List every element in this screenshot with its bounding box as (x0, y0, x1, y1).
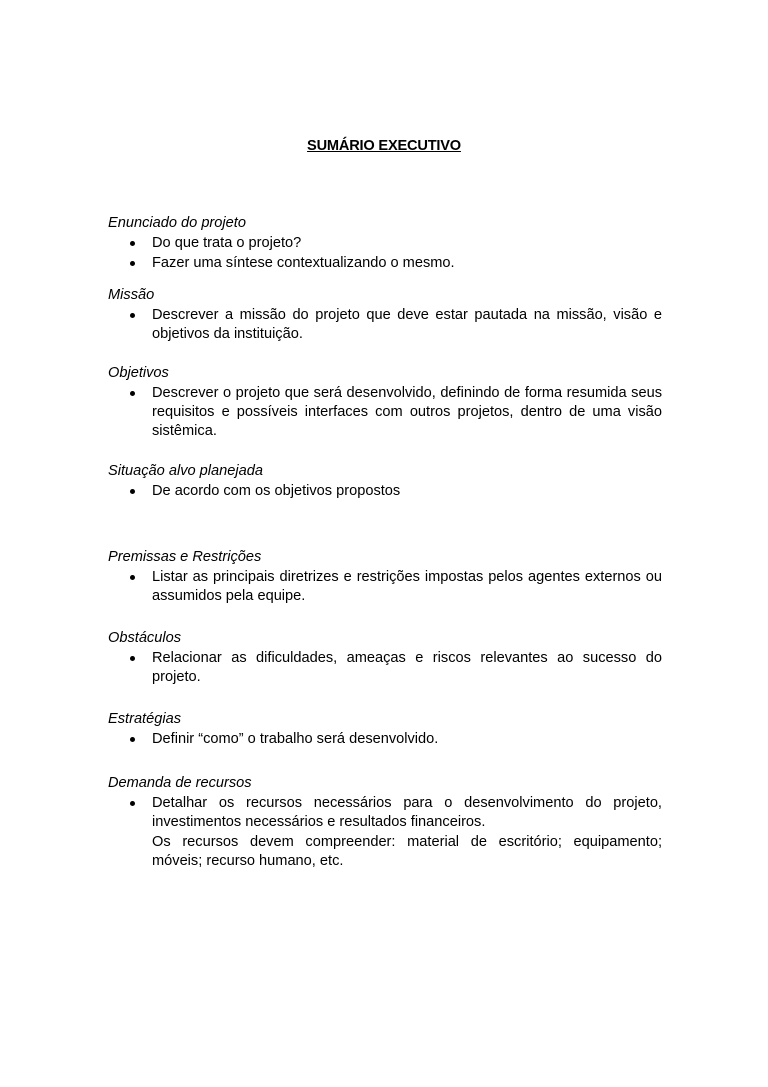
bullet-text: Do que trata o projeto? (152, 235, 302, 251)
section-heading: Enunciado do projeto (108, 215, 246, 231)
list-item (108, 482, 662, 501)
bullet-icon (130, 391, 135, 396)
section-heading: Situação alvo planejada (108, 463, 263, 479)
section-objetivos (108, 364, 662, 442)
section-heading: Objetivos (108, 365, 169, 381)
bullet-text: Fazer uma síntese contextualizando o mesmo. (152, 255, 455, 271)
bullet-list (108, 649, 662, 687)
bullet-icon (130, 241, 135, 246)
list-item (108, 234, 662, 253)
list-item (108, 730, 662, 749)
section-situacao-alvo (108, 462, 662, 502)
bullet-icon (130, 737, 135, 742)
section-premissas (108, 548, 662, 607)
bullet-text: Definir “como” o trabalho será desenvolvido. (152, 731, 439, 747)
bullet-text: Descrever a missão do projeto que deve estar pautada na missão, visão e objetivos da instituição. (152, 307, 662, 342)
list-item (108, 306, 662, 344)
section-heading: Demanda de recursos (108, 775, 252, 791)
list-item (108, 649, 662, 687)
list-item (108, 254, 662, 273)
bullet-icon (130, 801, 135, 806)
bullet-icon (130, 261, 135, 266)
section-demanda-recursos (108, 774, 662, 871)
list-item (108, 794, 662, 832)
section-obstaculos (108, 629, 662, 688)
list-item (108, 384, 662, 441)
section-heading: Estratégias (108, 711, 182, 727)
document-title: SUMÁRIO EXECUTIVO (307, 138, 461, 154)
bullet-list (108, 234, 662, 273)
bullet-list (108, 306, 662, 344)
bullet-list (108, 384, 662, 441)
section-estrategias (108, 710, 662, 750)
bullet-list (108, 730, 662, 749)
bullet-list (108, 794, 662, 832)
bullet-list (108, 568, 662, 606)
section-enunciado (108, 214, 662, 274)
bullet-icon (130, 656, 135, 661)
bullet-text: De acordo com os objetivos propostos (152, 483, 401, 499)
list-item (108, 568, 662, 606)
section-heading: Missão (108, 287, 155, 303)
bullet-text: Detalhar os recursos necessários para o desenvolvimento do projeto, investimentos necessários e resultados financeiros. (152, 795, 662, 830)
bullet-list (108, 482, 662, 501)
bullet-icon (130, 489, 135, 494)
bullet-icon (130, 575, 135, 580)
bullet-text: Descrever o projeto que será desenvolvido, definindo de forma resumida seus requisitos e possíveis interfaces com outros projetos, dentro de uma visão sistêmica. (152, 385, 662, 439)
bullet-text: Listar as principais diretrizes e restrições impostas pelos agentes externos ou assumidos pela equipe. (152, 569, 662, 604)
bullet-icon (130, 313, 135, 318)
section-missao (108, 286, 662, 345)
recursos-note: Os recursos devem compreender: material de escritório; equipamento; móveis; recurso humano, etc. (152, 834, 662, 869)
bullet-text: Relacionar as dificuldades, ameaças e riscos relevantes ao sucesso do projeto. (152, 650, 662, 685)
section-heading: Premissas e Restrições (108, 549, 262, 565)
section-heading: Obstáculos (108, 630, 182, 646)
